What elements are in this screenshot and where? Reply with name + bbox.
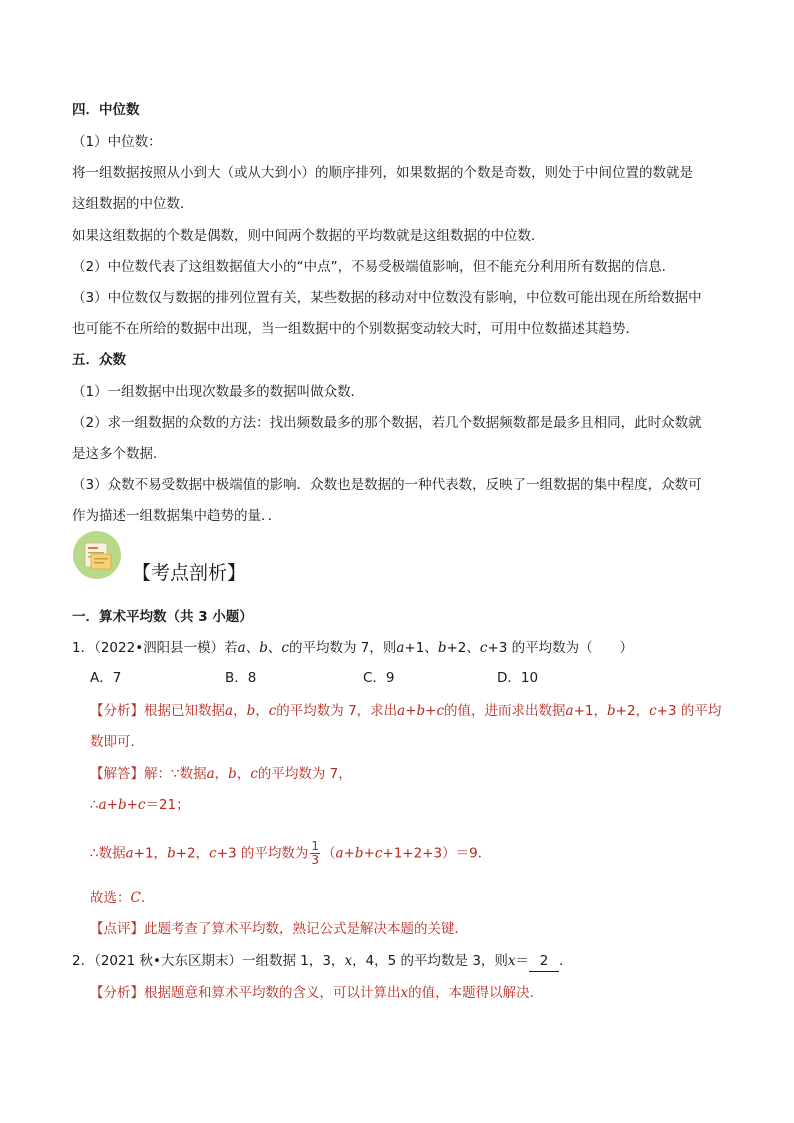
var-a: a [237, 640, 246, 656]
part1-heading: 一．算术平均数（共 3 小题） [72, 609, 253, 625]
mode-heading: 五．众数 [72, 352, 126, 368]
text-fragment: 故选： [90, 890, 131, 906]
median-p4: （2）中位数代表了这组数据值大小的“中点”，不易受极端值影响，但不能充分利用所有数据的信息． [72, 259, 676, 275]
text-fragment: +3 的平均数为（ ） [487, 640, 634, 656]
text-fragment: +1， [573, 703, 608, 719]
document-folder-icon [72, 530, 122, 580]
text-fragment: ＝21； [145, 797, 190, 813]
expr-sum: a+b+c [335, 845, 383, 862]
median-p5a: （3）中位数仅与数据的排列位置有关，某些数据的移动对中位数没有影响，中位数可能出现在所给数据中 [72, 290, 702, 306]
text-fragment: ， [236, 766, 251, 782]
median-p5b: 也可能不在所给的数据中出现，当一组数据中的个别数据变动较大时，可用中位数描述其趋势． [72, 321, 639, 337]
var-x: x [344, 953, 353, 969]
var-a: a [565, 703, 574, 719]
text-fragment: +2， [175, 845, 210, 862]
mode-p3b: 作为描述一组数据集中趋势的量．． [72, 508, 282, 524]
var-a: a [225, 703, 234, 719]
var-b: b [228, 766, 237, 782]
median-p2b: 这组数据的中位数． [72, 196, 194, 212]
text-fragment: +1+2+3）＝9． [382, 845, 492, 862]
median-p1: （1）中位数： [72, 134, 162, 150]
var-b: b [167, 845, 176, 862]
var-b: b [607, 703, 616, 719]
option-c: C．9 [363, 670, 395, 686]
text-fragment: ， [255, 703, 269, 719]
text-fragment: 、 [245, 640, 260, 656]
text-fragment: ， [214, 766, 229, 782]
median-heading: 四．中位数 [72, 102, 140, 118]
text-fragment: +2、 [446, 640, 480, 656]
fraction-numerator: 1 [311, 839, 320, 853]
text-fragment: ，4，5 的平均数是 3，则 [352, 953, 508, 969]
text-fragment: +1， [133, 845, 168, 862]
option-b: B．8 [225, 670, 257, 686]
option-d: D．10 [497, 670, 539, 686]
answer-blank: 2 [529, 951, 559, 972]
analysis-tag: 【分析】 [90, 985, 144, 1001]
text-fragment: +3 的平均 [656, 703, 722, 719]
median-p3: 如果这组数据的个数是偶数，则中间两个数据的平均数就是这组数据的中位数． [72, 228, 545, 244]
var-c: c [281, 640, 289, 656]
text-fragment: 的值，进而求出数据 [444, 703, 566, 719]
q1-solution-line1 [90, 764, 352, 784]
var-b: b [259, 640, 268, 656]
var-b: b [246, 703, 256, 719]
var-a: a [206, 766, 215, 782]
text-fragment: 根据已知数据 [144, 703, 225, 719]
text-fragment: ， [233, 703, 247, 719]
text-fragment: （2021 秋•大东区期末）一组数据 1，3， [94, 953, 345, 969]
q1-choose [90, 888, 154, 908]
var-x: x [400, 985, 409, 1001]
var-a: a [396, 640, 405, 656]
answer-tag: 【解答】 [90, 766, 144, 782]
var-b: b [437, 640, 447, 656]
q1-analysis-cont: 数即可． [90, 734, 144, 750]
option-a: A．7 [90, 670, 122, 686]
comment-tag: 【点评】 [90, 921, 144, 937]
var-c: c [250, 766, 258, 782]
mode-p3a: （3）众数不易受数据中极端值的影响．众数也是数据的一种代表数，反映了一组数据的集中程度，众数可 [72, 477, 702, 493]
mode-p1: （1）一组数据中出现次数最多的数据叫做众数． [72, 384, 365, 400]
text-fragment: ＝ [515, 953, 530, 969]
text-fragment: 的平均数为 7，求出 [276, 703, 398, 719]
var-c: c [479, 640, 488, 656]
chosen-answer: C [130, 890, 141, 906]
expr-sum: a+b+c [397, 703, 445, 719]
question-source: （2022•泗阳县一模）若 [94, 640, 238, 656]
mode-p2a: （2）求一组数据的众数的方法：找出频数最多的那个数据，若几个数据频数都是最多且相同，此时众数就 [72, 415, 702, 431]
q1-solution-line3 [90, 840, 491, 867]
analysis-tag: 【分析】 [90, 703, 144, 719]
median-p2a: 将一组数据按照从小到大（或从大到小）的顺序排列，如果数据的个数是奇数，则处于中间位置的数就是 [72, 165, 693, 181]
text-fragment: 的平均数为 7，则 [288, 640, 397, 656]
text-fragment: +3 的平均数为 [216, 845, 309, 862]
var-a: a [125, 845, 134, 862]
text-fragment: ． [559, 953, 573, 969]
text-fragment: ． [140, 890, 155, 906]
q1-solution-line2 [90, 795, 190, 815]
text-fragment: 解：∵数据 [144, 766, 207, 782]
text-fragment: +1、 [404, 640, 438, 656]
q2-analysis [90, 983, 543, 1003]
text-fragment: 、 [267, 640, 282, 656]
text-fragment: 的值，本题得以解决． [408, 985, 544, 1001]
var-x: x [507, 953, 516, 969]
q1-analysis [90, 701, 721, 721]
text-fragment: ∴数据 [90, 845, 126, 862]
fraction-denominator: 3 [311, 853, 320, 867]
fraction-one-third [310, 840, 320, 867]
text-fragment: 此题考查了算术平均数，熟记公式是解决本题的关键． [144, 921, 468, 937]
text-fragment: ∴ [90, 797, 99, 813]
section-title: 【考点剖析】 [132, 562, 247, 584]
mode-p2b: 是这多个数据． [72, 446, 167, 462]
q1-comment [90, 919, 468, 939]
expr-sum: a+b+c [98, 797, 146, 813]
var-c: c [209, 845, 217, 862]
question-1 [72, 638, 633, 658]
var-c: c [268, 703, 277, 719]
text-fragment: +2， [615, 703, 650, 719]
text-fragment: 的平均数为 7， [257, 766, 352, 782]
text-fragment: 根据题意和算术平均数的含义，可以计算出 [144, 985, 401, 1001]
question-2 [72, 951, 573, 972]
question-number: 2． [72, 953, 95, 969]
question-number: 1． [72, 640, 95, 656]
var-c: c [649, 703, 657, 719]
text-fragment: （ [322, 845, 336, 862]
